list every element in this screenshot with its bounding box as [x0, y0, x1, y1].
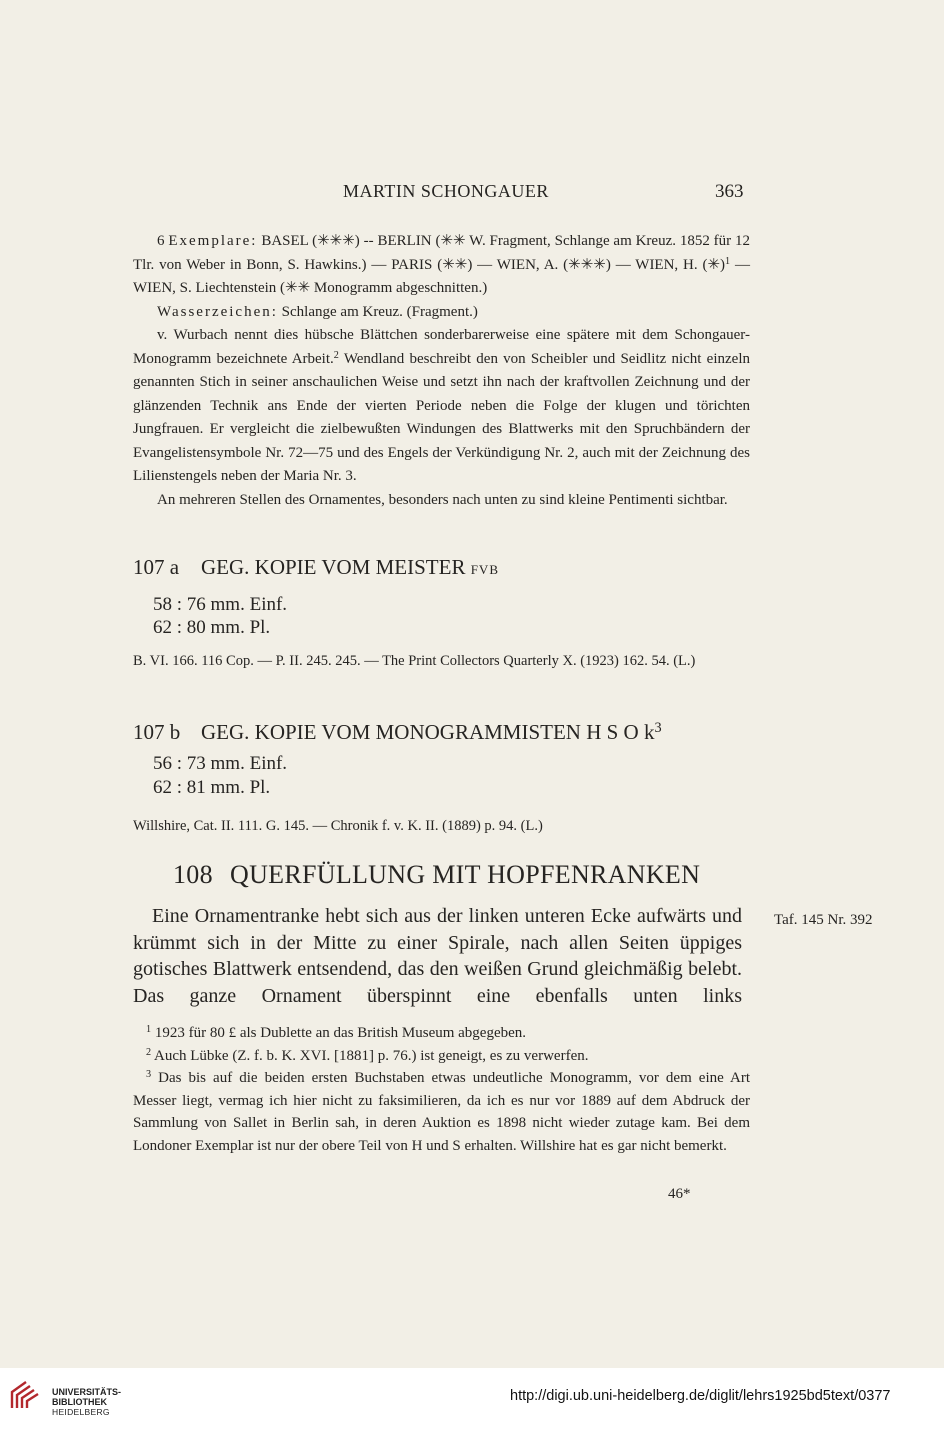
library-name: UNIVERSITÄTS- BIBLIOTHEK HEIDELBERG [52, 1387, 122, 1417]
monogram-fvb: FVB [470, 562, 499, 577]
pentimenti-paragraph: An mehreren Stellen des Ornamentes, besonders nach unten zu sind kleine Pentimenti sichtbar. [157, 491, 728, 508]
watermark-paragraph: Wasserzeichen: Schlange am Kreuz. (Fragment.) [157, 303, 478, 320]
footnote-3: $^3$ Das bis auf die beiden ersten Buchstaben etwas undeutliche Monogramm, vor dem eine Art Messer liegt, vermag ich hier nicht zu faksimilieren, da ich es nur vor 1889 auf dem Abdruck der Sammlung von Sallet in Berlin sah, in deren Auktion es 1898 nicht wieder zutage kam. Bei dem Londoner Exemplar ist nur der obere Teil von H und S erhalten. Willshire hat es gar nicht bemerkt. [133, 1068, 750, 1154]
footnote-ref-1: 1 [725, 255, 731, 267]
entry-107b-number: 107 b [133, 720, 181, 744]
footnote-ref-3: 3 [654, 719, 662, 736]
entry-107a-number: 107 a [133, 555, 180, 579]
entry-107b-dim-einf: 56 : 73 mm. Einf. [153, 753, 288, 774]
entry-107b-dim-pl: 62 : 81 mm. Pl. [153, 777, 271, 798]
wurbach-paragraph: v. Wurbach nennt dies hübsche Blättchen sonderbarerweise eine spätere mit dem Schongauer-Monogramm bezeichnete Arbeit.$^2$ Wendland beschreibt den von Scheibler und Seidlitz nicht einzeln genannten Stich in seiner anschaulichen Weise und setzt ihn nach der kraftvollen Zeichnung und der glänzenden Technik ans Ende der vierten Periode neben die Folge der klugen und törichten Jungfrauen. Er vergleicht die zielbewußten Windungen des Blattwerks mit den Spruchbändern der Evangelistensymbole Nr. 72—75 und des Engels der Verkündigung Nr. 2, auch mit der Zeichnung des Lilienstengels neben der Maria Nr. 3. [133, 327, 750, 484]
footnote-2: $^2$ Auch Lübke (Z. f. b. K. XVI. [1881] p. 76.) ist geneigt, es zu verwerfen. [146, 1046, 589, 1064]
entry-108-description [133, 903, 742, 1010]
exemplars-label: Exemplare: [168, 233, 258, 249]
entry-107a-dim-einf: 58 : 76 mm. Einf. [153, 594, 288, 615]
entry-107b-heading [133, 720, 662, 745]
footnotes [133, 1022, 750, 1157]
footnote-ref-2: 2 [333, 349, 339, 361]
source-url-link[interactable]: http://digi.ub.uni-heidelberg.de/diglit/lehrs1925bd5text/0377 [510, 1388, 891, 1404]
entry-108-heading [173, 860, 700, 890]
entry-108-number: 108 [173, 860, 213, 889]
page-number: 363 [715, 181, 744, 202]
entry-107a-dim-pl: 62 : 80 mm. Pl. [153, 617, 271, 638]
entry-107-notes [133, 230, 750, 512]
footnote-1: $^1$ 1923 für 80 £ als Dublette an das British Museum abgegeben. [146, 1023, 527, 1041]
plate-reference: Taf. 145 Nr. 392 [774, 912, 873, 928]
entry-107b-references: Willshire, Cat. II. 111. G. 145. — Chronik f. v. K. II. (1889) p. 94. (L.) [133, 818, 543, 834]
running-head-title: MARTIN SCHONGAUER [343, 181, 549, 201]
signature-mark: 46* [668, 1186, 691, 1202]
watermark-label: Wasserzeichen: [157, 303, 278, 320]
footer-bar [0, 1368, 944, 1439]
entry-108-text: Eine Ornamentranke hebt sich aus der linken unteren Ecke aufwärts und krümmt sich in der Mitte zu einer Spirale, nach allen Seiten üppiges gotisches Blattwerk entsendend, das den weißen Grund gleichmäßig belebt. Das ganze Ornament überspinnt eine ebenfalls unten links [133, 905, 742, 1008]
entry-108-title: QUERFÜLLUNG MIT HOPFENRANKEN [230, 860, 701, 889]
exemplars-paragraph: 6 Exemplare: BASEL (✳︎✳︎✳︎) -- BERLIN (✳︎✳︎ W. Fragment, Schlange am Kreuz. 1852 für 12 Tlr. von Weber in Bonn, S. Hawkins.) — PARIS (✳︎✳︎) — WIEN, A. (✳︎✳︎✳︎) — WIEN, H. (✳︎)$^1$ — WIEN, S. Liechtenstein (✳︎✳︎ Monogramm abgeschnitten.) [133, 233, 750, 296]
entry-107a-references: B. VI. 166. 116 Cop. — P. II. 245. 245. — The Print Collectors Quarterly X. (1923) 162. 54. (L.) [133, 653, 696, 669]
entry-107a-title: GEG. KOPIE VOM MEISTER [201, 555, 466, 579]
entry-107a-heading [133, 555, 499, 580]
entry-107b-title: GEG. KOPIE VOM MONOGRAMMISTEN H S O k [201, 720, 655, 744]
library-logo-icon [8, 1378, 42, 1412]
